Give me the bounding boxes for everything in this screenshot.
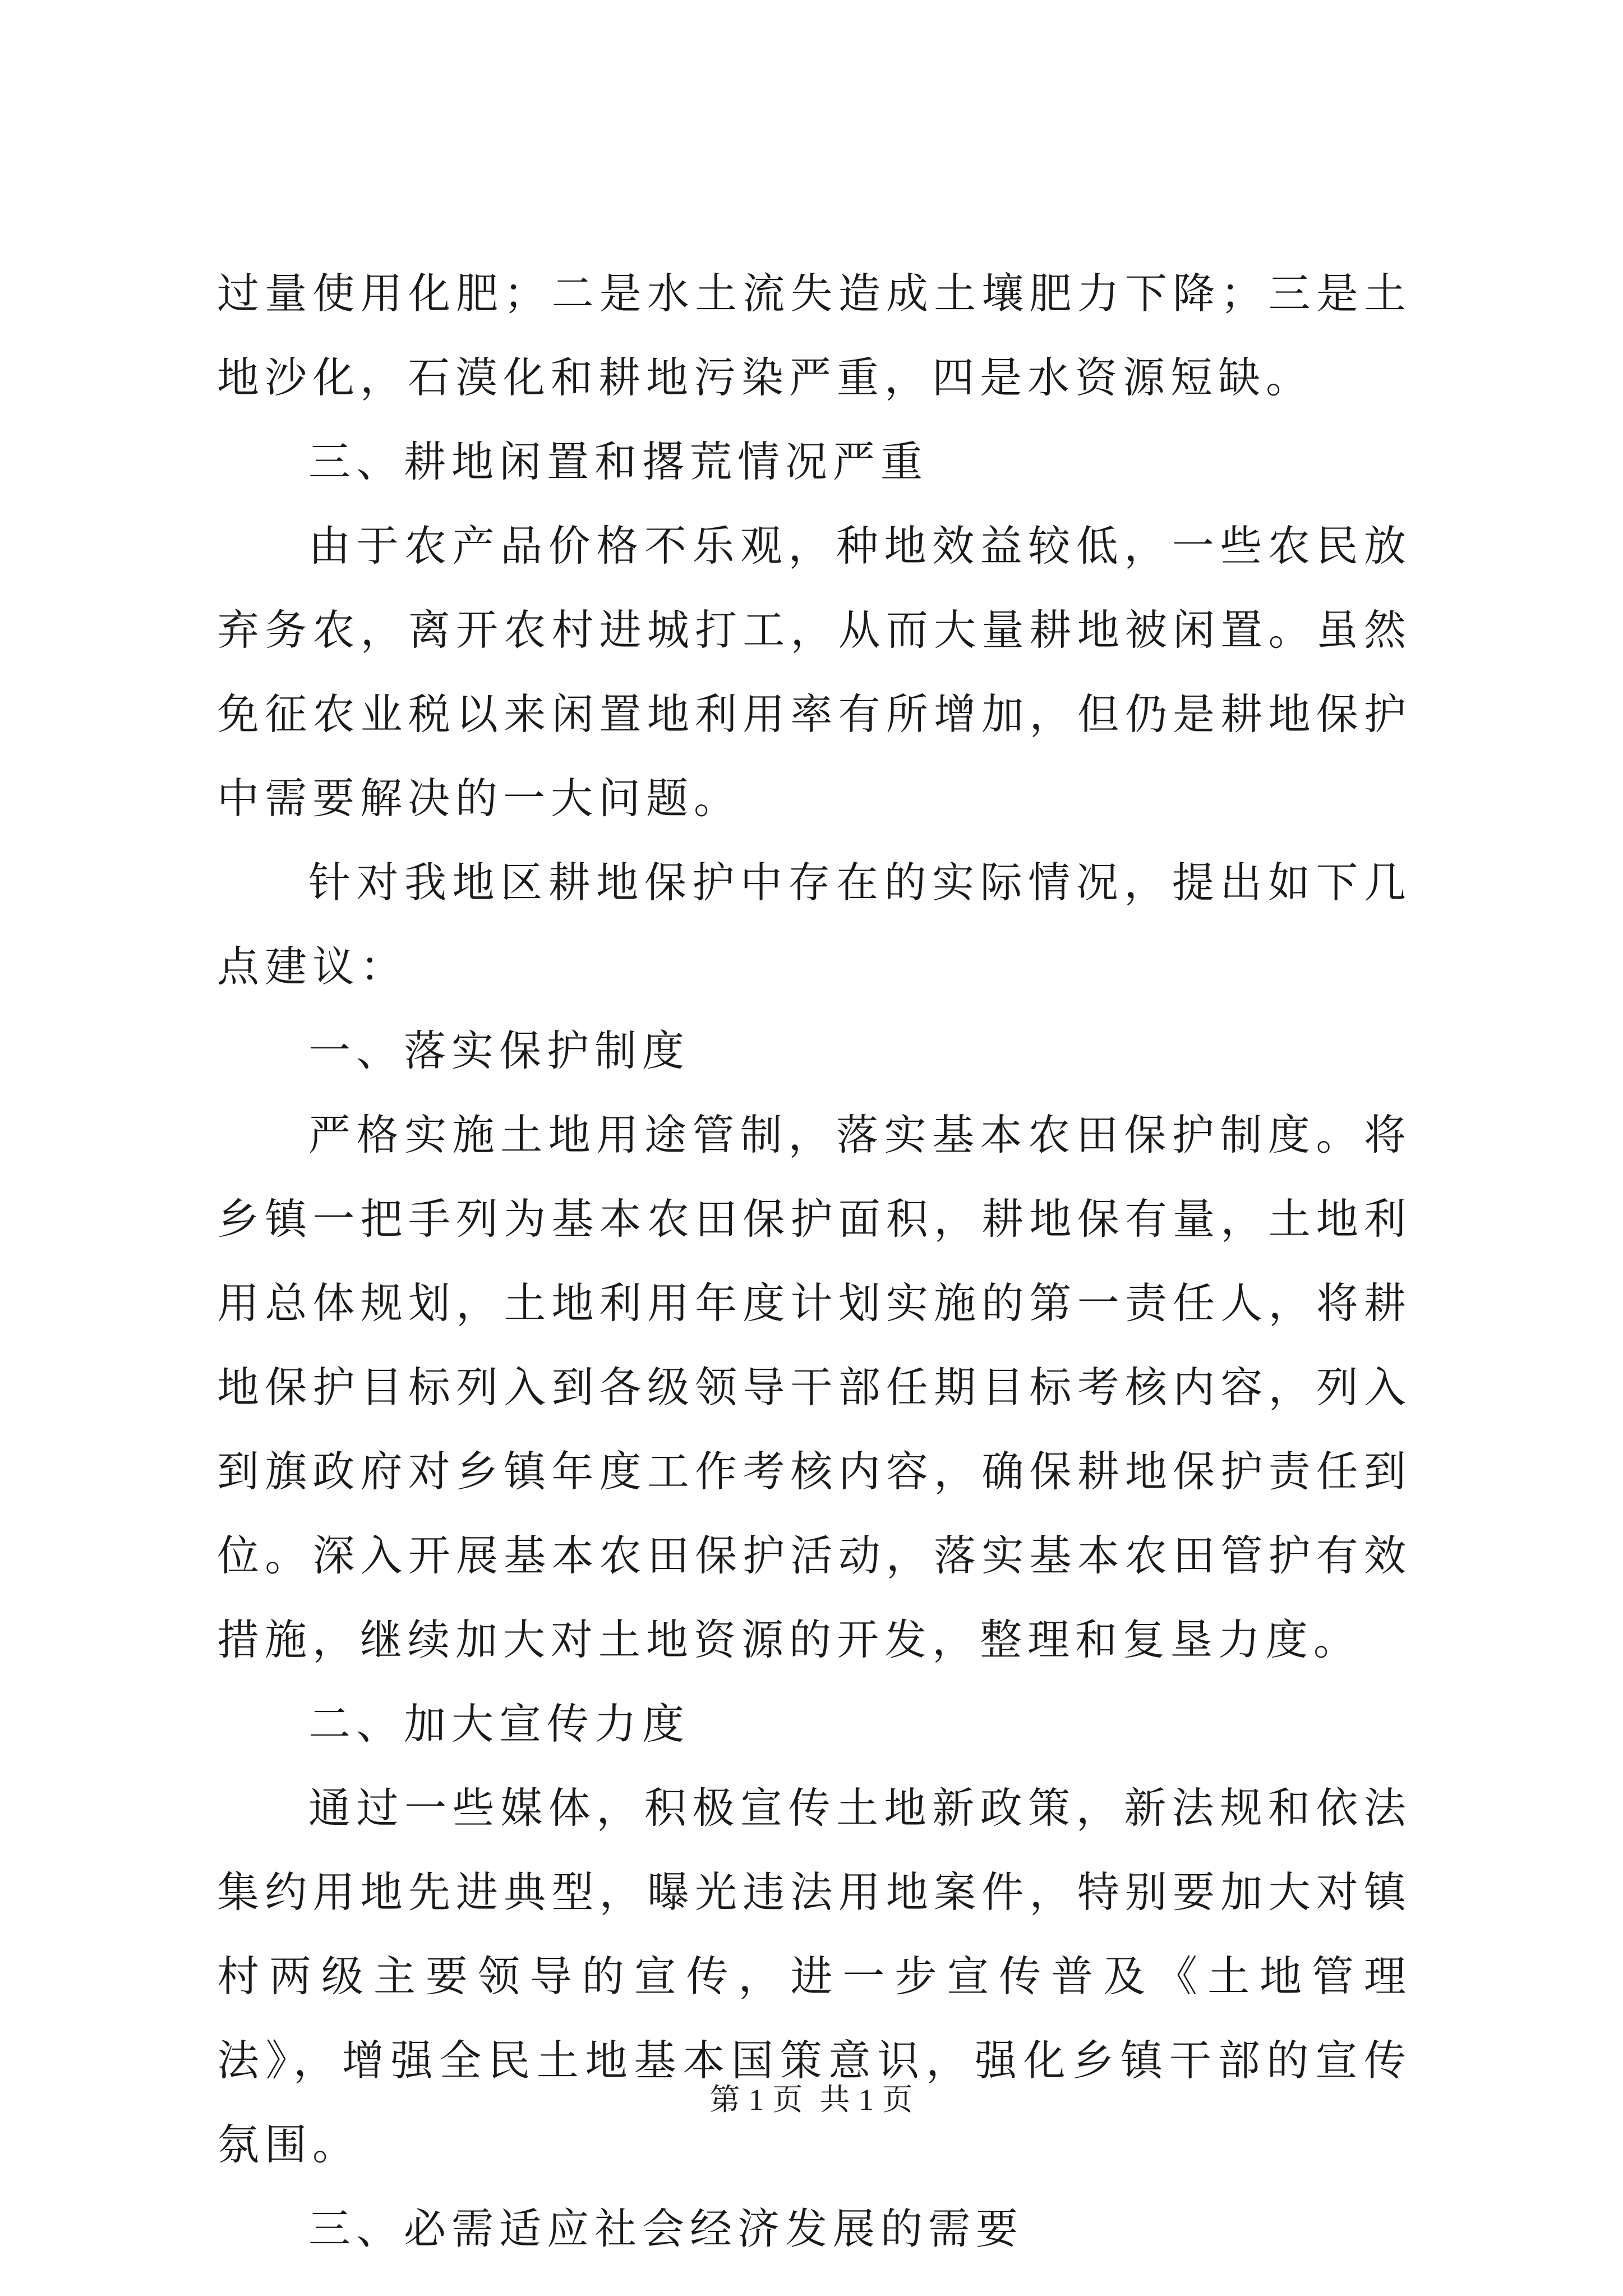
paragraph-idle-farmland: 由于农产品价格不乐观，种地效益较低，一些农民放弃务农，离开农村进城打工，从而大量耕地被闲置。虽然免征农业税以来闲置地利用率有所增加，但仍是耕地保护中需要解决的一大问题。 (217, 521, 1412, 823)
document-body (217, 251, 1412, 2271)
section-heading-idle-farmland: 三、耕地闲置和撂荒情况严重 (308, 437, 929, 486)
paragraph-publicity: 通过一些媒体，积极宣传土地新政策，新法规和依法集约用地先进典型，曝光违法用地案件，特别要加大对镇村两级主要领导的宣传，进一步宣传普及《土地管理法》，增强全民土地基本国策意识，强化乡镇干部的宣传氛围。 (217, 1783, 1412, 2169)
section-heading-protection-system: 一、落实保护制度 (308, 1026, 690, 1075)
paragraph-protection-system: 严格实施土地用途管制，落实基本农田保护制度。将乡镇一把手列为基本农田保护面积，耕地保有量，土地利用总体规划，土地利用年度计划实施的第一责任人，将耕地保护目标列入到各级领导干部任期目标考核内容，列入到旗政府对乡镇年度工作考核内容，确保耕地保护责任到位。深入开展基本农田保护活动，落实基本农田管护有效措施，继续加大对土地资源的开发，整理和复垦力度。 (217, 1110, 1412, 1664)
page-number-label: 第 1 页 共 1 页 (709, 2083, 914, 2116)
section-heading-development: 三、必需适应社会经济发展的需要 (308, 2204, 1024, 2253)
section-heading-publicity: 二、加大宣传力度 (308, 1699, 690, 1749)
page-footer (0, 2076, 1623, 2119)
paragraph-suggestions-intro: 针对我地区耕地保护中存在的实际情况，提出如下几点建议： (217, 858, 1412, 991)
paragraph-continuation: 过量使用化肥；二是水土流失造成土壤肥力下降；三是土地沙化，石漠化和耕地污染严重，四是水资源短缺。 (217, 269, 1412, 402)
